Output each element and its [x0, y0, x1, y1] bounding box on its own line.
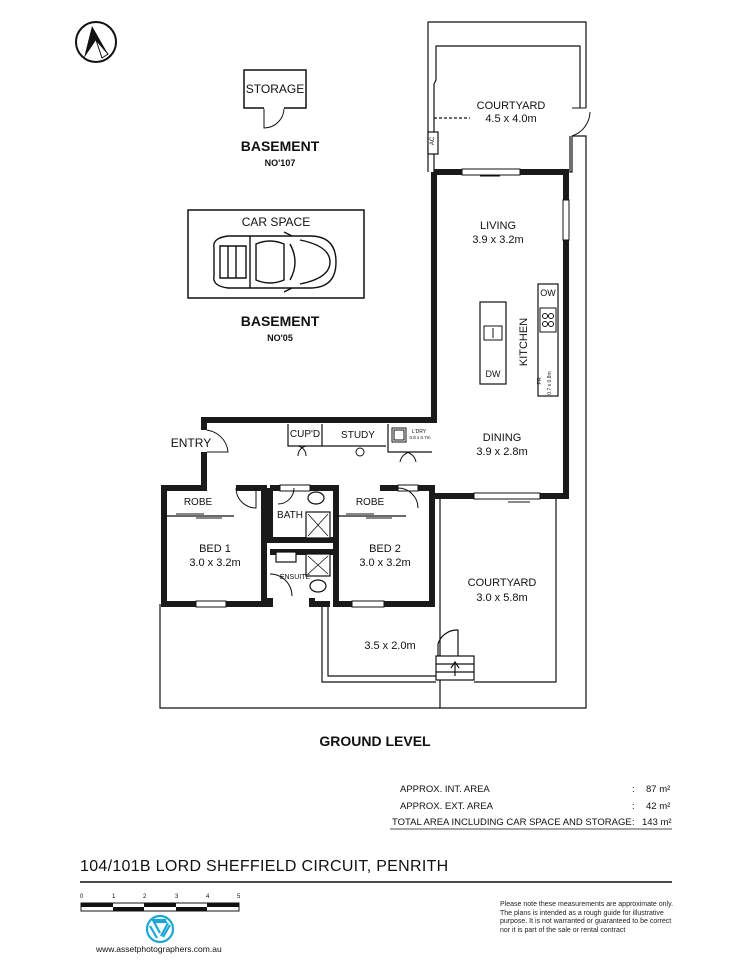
- storage-label: STORAGE: [245, 82, 305, 96]
- aperture-logo-icon: [147, 916, 173, 942]
- robe-1-label: ROBE: [183, 497, 213, 508]
- entry-label: ENTRY: [170, 436, 212, 450]
- scale-tick: 1: [112, 894, 116, 900]
- area-value: 143 m²: [642, 817, 672, 828]
- scale-bar: [81, 903, 239, 911]
- study-label: STUDY: [341, 430, 375, 441]
- property-address: 104/101B LORD SHEFFIELD CIRCUIT, PENRITH: [80, 858, 449, 875]
- courtyard-bottom-name: COURTYARD: [467, 577, 537, 589]
- scale-tick: 2: [143, 894, 147, 900]
- disclaimer-text: Please note these measurements are approximate only. The plans is intended as a rough guide for illustrative purpose. It is not warranted or guaranteed to be correct nor it is part of the sale or rental contract: [500, 901, 674, 934]
- area-label: APPROX. EXT. AREA: [400, 801, 493, 812]
- area-value: 42 m²: [646, 801, 671, 812]
- dining-name: DINING: [482, 432, 522, 444]
- courtyard-top-name: COURTYARD: [476, 100, 546, 112]
- bed-2-name: BED 2: [369, 543, 401, 555]
- living-dims: 3.9 x 3.2m: [472, 234, 524, 246]
- level-title: GROUND LEVEL: [319, 733, 431, 749]
- bed-2-dims: 3.0 x 3.2m: [359, 557, 411, 569]
- living-name: LIVING: [479, 220, 517, 232]
- fr-dims: 0.7 x 0.8m: [547, 371, 553, 395]
- ldry-label: L'DRY: [411, 429, 427, 435]
- dw-label: DW: [485, 369, 501, 379]
- kitchen-label: KITCHEN: [518, 317, 530, 367]
- storage-number-label: NO'107: [264, 158, 296, 168]
- bed-1-name: BED 1: [199, 543, 231, 555]
- car-icon: [214, 232, 336, 292]
- scale-tick: 4: [206, 894, 210, 900]
- scale-tick: 3: [175, 894, 179, 900]
- area-label: TOTAL AREA INCLUDING CAR SPACE AND STORAGE: [392, 817, 632, 828]
- area-value: 87 m²: [646, 784, 671, 795]
- website-link[interactable]: www.assetphotographers.com.au: [96, 944, 222, 954]
- ow-label: OW: [540, 288, 556, 298]
- car-number-label: NO'05: [267, 333, 293, 343]
- bath-label: BATH: [277, 510, 303, 521]
- ensuite-label: ENSUITE: [279, 574, 311, 581]
- courtyard-top-dims: 4.5 x 4.0m: [485, 113, 537, 125]
- bed-1-dims: 3.0 x 3.2m: [189, 557, 241, 569]
- robe-2-label: ROBE: [355, 497, 385, 508]
- fr-label: FR: [537, 377, 543, 385]
- cupd-label: CUP'D: [289, 429, 321, 440]
- area-label: APPROX. INT. AREA: [400, 784, 490, 795]
- car-level-label: BASEMENT: [240, 313, 320, 329]
- scale-tick: 0: [80, 894, 84, 900]
- dining-dims: 3.9 x 2.8m: [476, 446, 528, 458]
- ac-label: AC: [430, 136, 436, 146]
- storage-level-label: BASEMENT: [240, 138, 320, 154]
- car-space-label: CAR SPACE: [241, 215, 311, 229]
- north-arrow-icon: [76, 22, 116, 62]
- storage-outline: [244, 70, 306, 128]
- courtyard-bottom-dims: 3.0 x 5.8m: [476, 592, 528, 604]
- ldry-dims: 0.8 x 0.7m: [409, 435, 431, 440]
- scale-tick: 5: [237, 894, 241, 900]
- terrace-dims: 3.5 x 2.0m: [364, 640, 416, 652]
